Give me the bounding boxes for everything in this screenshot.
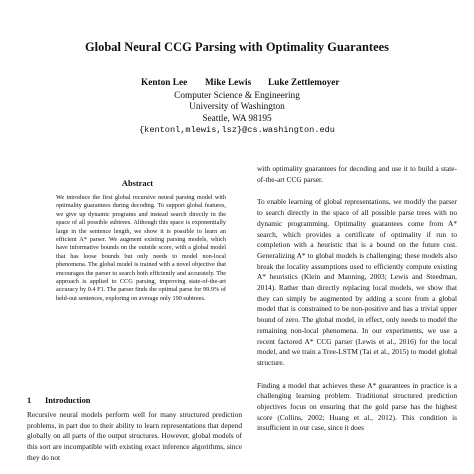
author-email: {kentonl,mlewis,lsz}@cs.washington.edu <box>139 125 335 136</box>
section-heading-introduction <box>27 396 90 405</box>
affiliation-address: Seattle, WA 98195 <box>202 113 272 124</box>
right-column-paragraph: Finding a model that achieves these A* guarantees in practice is a challenging learning problem. Traditional structured prediction objectives focus on ensuring that the gold parse has the highest score (Collins, 2002; Huang et al., 2012). This condition is insufficient in our case, since it does <box>257 380 457 433</box>
right-column <box>257 164 457 434</box>
introduction-body: Recursive neural models perform well for many structured prediction problems, in part due to their ability to learn representations that depend globally on all parts of the output structures. However, global models of this sort are incompatible with existing exact inference algorithms, since they do not <box>27 410 242 462</box>
author-list <box>0 78 474 92</box>
affiliation-department: Computer Science & Engineering <box>174 91 300 101</box>
author-name: Mike Lewis <box>205 78 252 88</box>
section-number: 1 <box>27 396 32 405</box>
right-column-paragraph: To enable learning of global representations, we modify the parser to search directly in the space of all possible parse trees with no dynamic programming. Optimality guarantees come from A* search, which provides a certificate of optimality if run to completion with a heuristic that is a bound on the future cost. Generalizing A* to global models is challenging; these models also break the locality assumptions used to efficiently compute existing A* heuristics (Klein and Manning, 2003; Lewis and Steedman, 2014). Rather than directly replacing local models, we show that they can simply be augmented by adding a score from a global model that is constrained to be non-positive and has a trivial upper bound of zero. The global model, in effect, only needs to model the remaining non-local phenomena. In our experiments, we use a recent factored A* CCG parser (Lewis et al., 2016) for the local model, and we train a Tree-LSTM (Tai et al., 2015) to model global structure. <box>257 197 457 367</box>
right-column-paragraph: with optimality guarantees for decoding and use it to build a state-of-the-art CCG parser. <box>257 164 457 184</box>
abstract-heading: Abstract <box>121 179 154 188</box>
paper-title: Global Neural CCG Parsing with Optimality Guarantees <box>84 40 390 54</box>
affiliation-university: University of Washington <box>189 102 285 113</box>
author-name: Luke Zettlemoyer <box>268 78 340 88</box>
section-title: Introduction <box>45 396 91 405</box>
affiliation <box>0 91 474 137</box>
author-name: Kenton Lee <box>141 78 188 88</box>
abstract-body: We introduce the first global recursive neural parsing model with optimality guarantees during decoding. To support global features, we give up dynamic programs and instead search directly in the space of all possible subtrees. Although this space is exponentially large in the sentence length, we show it is possible to learn an efficient A* parser. We augment existing parsing models, which have informative bounds on the outside score, with a global model that has loose bounds but only needs to model non-local phenomena. The global model is trained with a novel objective that encourages the parser to search both efficiently and accurately. The approach is applied to CCG parsing, improving state-of-the-art accuracy by 0.4 F1. The parser finds the optimal parse for 99.9% of held-out sentences, exploring on average only 190 subtrees. <box>56 194 226 302</box>
